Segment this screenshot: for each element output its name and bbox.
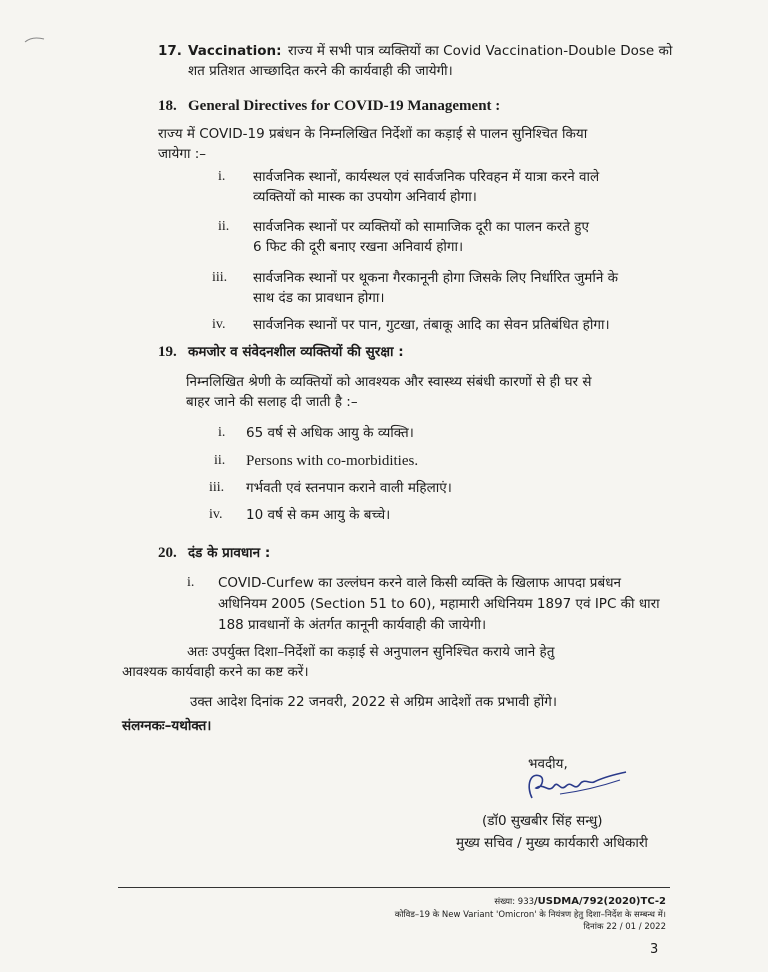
s20-item-1-line1: COVID-Curfew का उल्लंघन करने वाले किसी व्यक्ति के खिलाफ आपदा प्रबंधन: [218, 575, 621, 591]
s19-item-3-text: गर्भवती एवं स्तनपान कराने वाली महिलाएं।: [246, 480, 452, 496]
section-18-number: 18.: [158, 98, 177, 114]
s18-item-1-line2: व्यक्तियों को मास्क का उपयोग अनिवार्य होगा।: [253, 189, 477, 205]
s18-item-3-roman: iii.: [212, 270, 228, 285]
s18-item-2-roman: ii.: [218, 219, 230, 234]
section-18-intro-line1: राज्य में COVID-19 प्रबंधन के निम्नलिखित निर्देशों का कड़ाई से पालन सुनिश्चित किया: [158, 126, 588, 142]
s18-item-3-line2: साथ दंड का प्रावधान होगा।: [253, 290, 385, 306]
s19-item-1-roman: i.: [218, 425, 226, 440]
section-19-intro-line1: निम्नलिखित श्रेणी के व्यक्तियों को आवश्यक और स्वास्थ्य संबंधी कारणों से ही घर से: [186, 374, 592, 390]
section-19-title: कमजोर व संवेदनशील व्यक्तियों की सुरक्षा :: [188, 344, 404, 360]
scan-mark-icon: [24, 34, 46, 44]
section-18-intro-line2: जायेगा :–: [158, 146, 207, 162]
section-19-number: 19.: [158, 344, 177, 360]
closing-para1-line1: अतः उपर्युक्त दिशा–निर्देशों का कड़ाई से अनुपालन सुनिश्चित कराये जाने हेतु: [187, 644, 555, 660]
signatory-name: (डॉ0 सुखबीर सिंह सन्धु): [482, 813, 603, 829]
footer-subject: कोविड–19 के New Variant 'Omicron' के नियंत्रण हेतु दिशा–निर्देश के सम्बन्ध में।: [394, 910, 666, 920]
s18-item-3-line1: सार्वजनिक स्थानों पर थूकना गैरकानूनी होगा जिसके लिए निर्धारित जुर्माने के: [253, 270, 618, 286]
section-18-title: General Directives for COVID-19 Management :: [188, 98, 501, 114]
salutation: भवदीय,: [528, 756, 568, 772]
footer-ref-main: /USDMA/792(2020)TC-2: [534, 896, 666, 907]
section-17-number: 17.: [158, 43, 182, 59]
closing-para2: उक्त आदेश दिनांक 22 जनवरी, 2022 से अग्रिम आदेशों तक प्रभावी होंगे।: [190, 694, 557, 710]
s18-item-4-line1: सार्वजनिक स्थानों पर पान, गुटखा, तंबाकू आदि का सेवन प्रतिबंधित होगा।: [253, 317, 610, 333]
section-17-line1: राज्य में सभी पात्र व्यक्तियों का Covid Vaccination-Double Dose को: [288, 43, 673, 59]
footer-reference: [494, 896, 666, 908]
s20-item-1-line2: अधिनियम 2005 (Section 51 to 60), महामारी अधिनियम 1897 एवं IPC की धारा: [218, 596, 660, 612]
s19-item-1-text: 65 वर्ष से अधिक आयु के व्यक्ति।: [246, 425, 414, 441]
footer-divider: [118, 887, 670, 888]
footer-date: दिनांक 22 / 01 / 2022: [583, 922, 666, 932]
s20-item-1-roman: i.: [187, 575, 195, 590]
s19-item-4-roman: iv.: [209, 507, 223, 522]
section-20-number: 20.: [158, 545, 177, 561]
section-20-title: दंड के प्रावधान :: [188, 545, 271, 561]
s20-item-1-line3: 188 प्रावधानों के अंतर्गत कानूनी कार्यवाही की जायेगी।: [218, 617, 487, 633]
s18-item-1-roman: i.: [218, 169, 226, 184]
section-19-intro-line2: बाहर जाने की सलाह दी जाती है :–: [186, 394, 358, 410]
s18-item-2-line1: सार्वजनिक स्थानों पर व्यक्तियों को सामाजिक दूरी का पालन करते हुए: [253, 219, 589, 235]
s19-item-2-roman: ii.: [214, 453, 226, 468]
s19-item-3-roman: iii.: [209, 480, 225, 495]
footer-ref-prefix: संख्या: 933: [494, 897, 535, 907]
s19-item-2-text: Persons with co-morbidities.: [246, 453, 419, 469]
section-17-title: Vaccination:: [188, 43, 282, 59]
s18-item-2-line2: 6 फिट की दूरी बनाए रखना अनिवार्य होगा।: [253, 239, 464, 255]
section-17-line2: शत प्रतिशत आच्छादित करने की कार्यवाही की जायेगी।: [188, 63, 453, 79]
closing-para1-line2: आवश्यक कार्यवाही करने का कष्ट करें।: [122, 664, 309, 680]
s18-item-1-line1: सार्वजनिक स्थानों, कार्यस्थल एवं सार्वजनिक परिवहन में यात्रा करने वाले: [253, 169, 600, 185]
s19-item-4-text: 10 वर्ष से कम आयु के बच्चे।: [246, 507, 391, 523]
signatory-designation: मुख्य सचिव / मुख्य कार्यकारी अधिकारी: [456, 835, 648, 851]
page-number: 3: [650, 942, 659, 957]
s18-item-4-roman: iv.: [212, 317, 226, 332]
enclosure-note: संलग्नकः–यथोक्त।: [122, 718, 212, 734]
signature-scribble-icon: [520, 768, 630, 804]
